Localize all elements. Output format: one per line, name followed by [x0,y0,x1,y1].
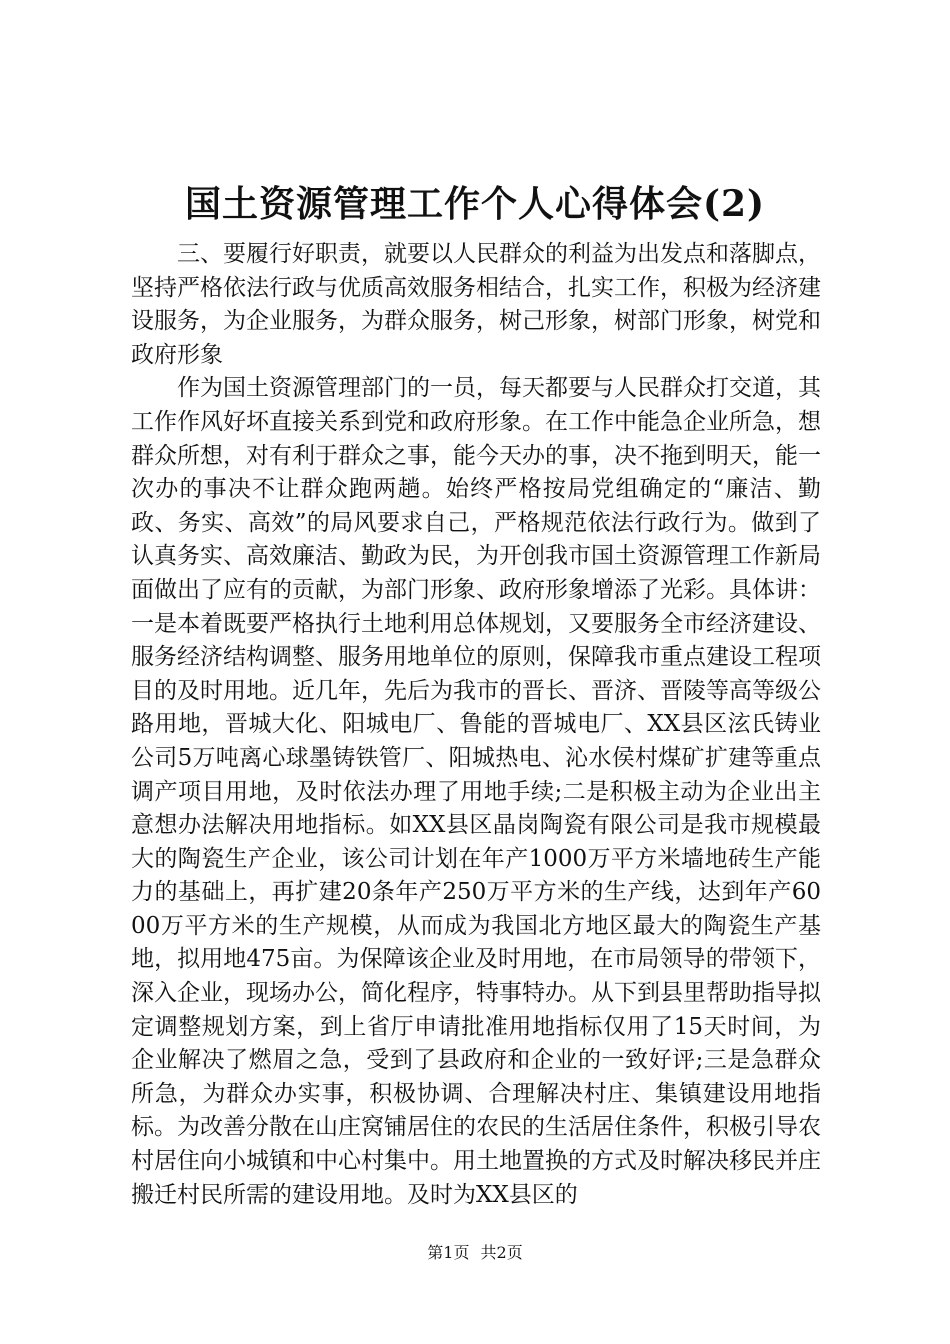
document-body [131,238,821,1212]
document-title: 国土资源管理工作个人心得体会(2) [184,183,766,225]
paragraph-2: 作为国土资源管理部门的一员，每天都要与人民群众打交道，其工作作风好坏直接关系到党和政府形象。在工作中能急企业所急，想群众所想，对有利于群众之事，能今天办的事，决不拖到明天，能一次办的事决不让群众跑两趟。始终严格按局党组确定的“廉洁、勤政、务实、高效”的局风要求自己，严格规范依法行政行为。做到了认真务实、高效廉洁、勤政为民，为开创我市国土资源管理工作新局面做出了应有的贡献，为部门形象、政府形象增添了光彩。具体讲：一是本着既要严格执行土地利用总体规划，又要服务全市经济建设、服务经济结构调整、服务用地单位的原则，保障我市重点建设工程项目的及时用地。近几年，先后为我市的晋长、晋济、晋陵等高等级公路用地，晋城大化、阳城电厂、鲁能的晋城电厂、XX县区泫氏铸业公司5万吨离心球墨铸铁管厂、阳城热电、沁水侯村煤矿扩建等重点调产项目用地，及时依法办理了用地手续;二是积极主动为企业出主意想办法解决用地指标。如XX县区晶岗陶瓷有限公司是我市规模最大的陶瓷生产企业，该公司计划在年产1000万平方米墙地砖生产能力的基础上，再扩建20条年产250万平方米的生产线，达到年产6000万平方米的生产规模，从而成为我国北方地区最大的陶瓷生产基地，拟用地475亩。为保障该企业及时用地，在市局领导的带领下，深入企业，现场办公，简化程序，特事特办。从下到县里帮助指导拟定调整规划方案，到上省厅申请批准用地指标仅用了15天时间，为企业解决了燃眉之急，受到了县政府和企业的一致好评;三是急群众所急，为群众办实事，积极协调、合理解决村庄、集镇建设用地指标。为改善分散在山庄窝铺居住的农民的生活居住条件，积极引导农村居住向小城镇和中心村集中。用土地置换的方式及时解决移民并庄搬迁村民所需的建设用地。及时为XX县区的 [131,375,821,1208]
page-footer [0,1243,950,1263]
paragraph-1: 三、要履行好职责，就要以人民群众的利益为出发点和落脚点，坚持严格依法行政与优质高效服务相结合，扎实工作，积极为经济建设服务，为企业服务，为群众服务，树己形象，树部门形象，树党和政府形象 [131,241,821,368]
page-total: 共2页 [480,1243,523,1262]
page-number: 第1页 [427,1243,470,1262]
